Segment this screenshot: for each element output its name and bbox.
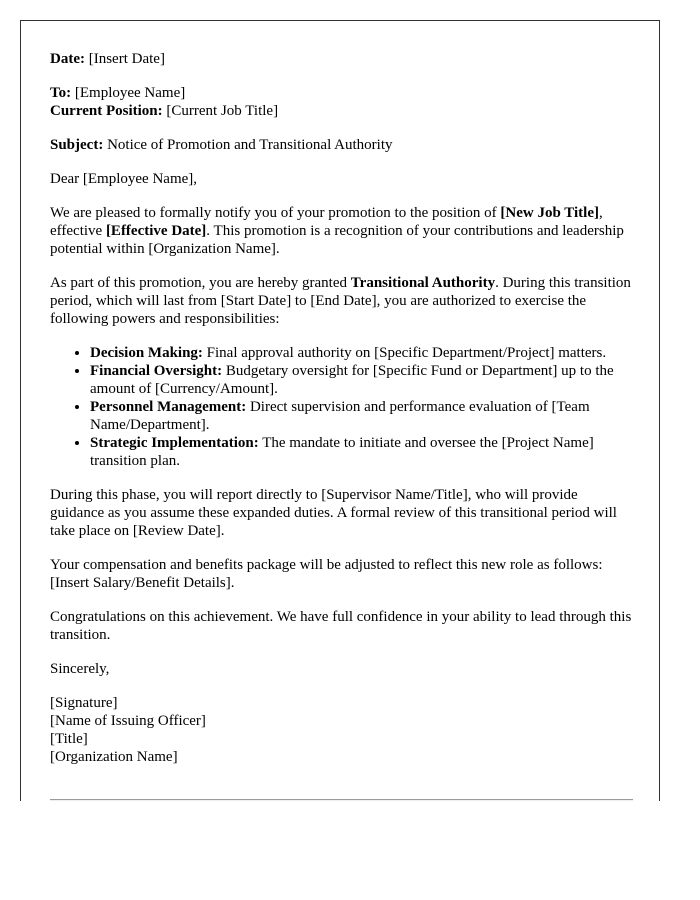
transitional-authority: Transitional Authority xyxy=(350,275,496,291)
power-text: The mandate to initiate and oversee the [Project Name] transition plan. xyxy=(90,435,594,469)
reporting-paragraph: During this phase, you will report directly to [Supervisor Name/Title], who will provide guidance as you assume these expanded duties. A formal review of this transitional period will take place on [Review Date]. xyxy=(50,487,617,539)
power-text: Final approval authority on [Specific Department/Project] matters. xyxy=(202,345,607,361)
authority-paragraph xyxy=(50,274,634,328)
current-position-value: [Current Job Title] xyxy=(162,103,279,119)
subject-line xyxy=(50,136,634,154)
new-job-title: [New Job Title] xyxy=(500,205,599,221)
date-line xyxy=(50,50,634,68)
text-run: We are pleased to formally notify you of your promotion to the position of xyxy=(50,205,501,221)
letter-page xyxy=(20,20,660,801)
congratulations-paragraph: Congratulations on this achievement. We have full confidence in your ability to lead through this transition. xyxy=(50,609,632,643)
promotion-paragraph xyxy=(50,204,634,258)
list-item xyxy=(90,398,634,434)
title-line: [Title] xyxy=(50,731,88,747)
to-line xyxy=(50,84,634,102)
list-item xyxy=(90,362,634,398)
current-position-line xyxy=(50,102,634,120)
power-label: Strategic Implementation: xyxy=(90,435,259,451)
to-value: [Employee Name] xyxy=(71,85,186,101)
list-item xyxy=(90,344,634,362)
text-run: . This promotion is a recognition of your contributions and leadership potential within [Organization Name]. xyxy=(50,223,624,257)
power-label: Financial Oversight: xyxy=(90,363,223,379)
date-label: Date: xyxy=(50,51,85,67)
current-position-label: Current Position: xyxy=(50,103,163,119)
power-label: Personnel Management: xyxy=(90,399,247,415)
list-item xyxy=(90,434,634,470)
issuing-officer-line: [Name of Issuing Officer] xyxy=(50,713,206,729)
subject-label: Subject: xyxy=(50,137,104,153)
salutation: Dear [Employee Name], xyxy=(50,171,198,187)
text-run: . During this transition period, which will last from [Start Date] to [End Date], you are authorized to exercise the following powers and responsibilities: xyxy=(50,275,631,327)
letter-content xyxy=(50,50,634,766)
organization-line: [Organization Name] xyxy=(50,749,178,765)
to-label: To: xyxy=(50,85,72,101)
effective-date: [Effective Date] xyxy=(105,223,207,239)
horizontal-rule xyxy=(50,799,633,801)
closing: Sincerely, xyxy=(50,661,110,677)
compensation-paragraph: Your compensation and benefits package will be adjusted to reflect this new role as follows: [Insert Salary/Benefit Details]. xyxy=(50,557,603,591)
powers-list xyxy=(50,344,634,470)
power-label: Decision Making: xyxy=(90,345,203,361)
text-run: As part of this promotion, you are hereby granted xyxy=(50,275,351,291)
signature-line: [Signature] xyxy=(50,695,118,711)
power-text: Direct supervision and performance evaluation of [Team Name/Department]. xyxy=(90,399,590,433)
text-run: , effective xyxy=(50,205,603,239)
subject-value: Notice of Promotion and Transitional Authority xyxy=(103,137,393,153)
date-value: [Insert Date] xyxy=(84,51,165,67)
power-text: Budgetary oversight for [Specific Fund or Department] up to the amount of [Currency/Amount]. xyxy=(90,363,614,397)
recipient-block xyxy=(50,84,634,120)
signature-block xyxy=(50,694,634,766)
